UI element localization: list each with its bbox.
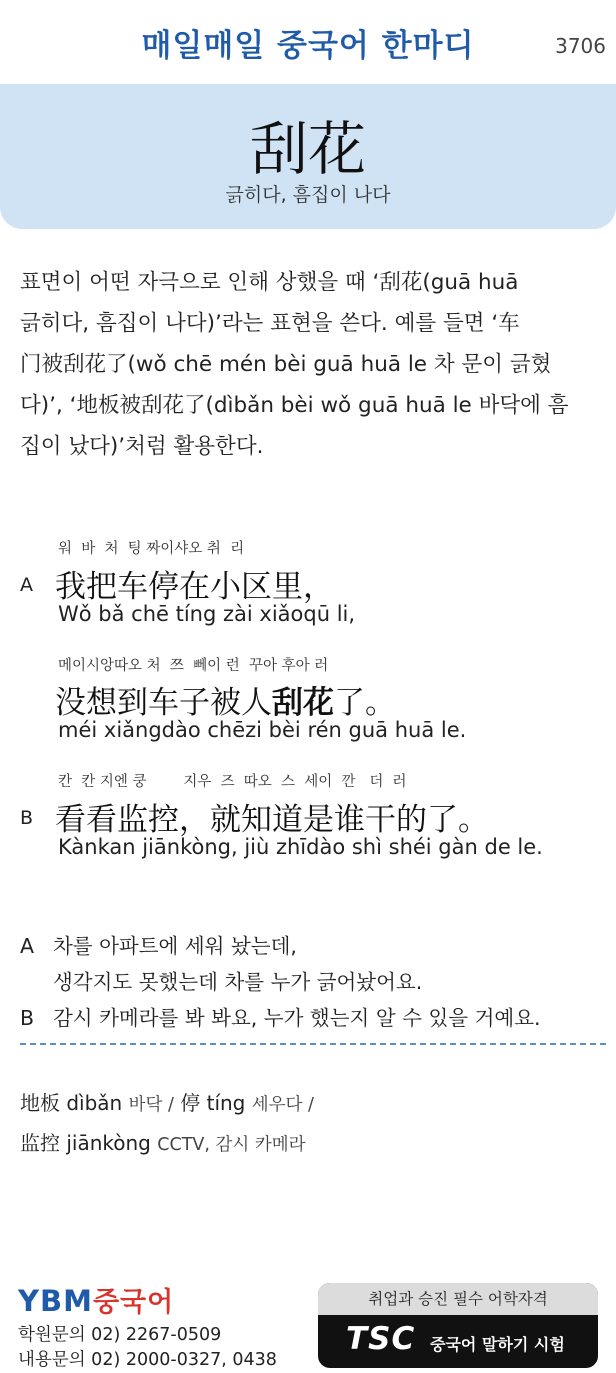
translation-line: 생각지도 못했는데 차를 누가 긁어놨어요.	[53, 970, 423, 994]
vocab-word: 监控 jiānkòng	[20, 1131, 151, 1155]
explanation-line: 집이 났다)’처럼 활용한다.	[20, 434, 264, 459]
explanation-line: 긁히다, 흠집이 나다)’라는 표현을 쓴다. 예를 들면 ‘车	[20, 311, 520, 336]
vocabulary-line	[20, 1124, 314, 1164]
vocab-word: 停 tíng	[180, 1091, 246, 1115]
tsc-exam-name: 중국어 말하기 시험	[430, 1335, 565, 1354]
keyword-highlight: 刮花	[272, 685, 334, 721]
explanation-line: 표면이 어떤 자극으로 인해 상했을 때 ‘刮花(guā huā	[20, 270, 519, 295]
vocab-meaning: 세우다 /	[251, 1095, 314, 1115]
topic-box	[0, 84, 616, 229]
tsc-tagline: 취업과 승진 필수 어학자격	[318, 1283, 598, 1315]
dialogue-chinese: 我把车停在小区里，	[55, 569, 334, 605]
dialogue-chinese-part: 了。	[334, 685, 396, 721]
topic-korean: 긁히다, 흠집이 나다	[225, 184, 391, 206]
pronunciation-guide: 메이시앙따오 처 쯔 뻬이 런 꾸아 후아 러	[58, 658, 329, 674]
ybm-brand-chinese: 중국어	[92, 1287, 175, 1318]
explanation-paragraph	[20, 262, 602, 467]
tsc-banner	[318, 1283, 598, 1368]
speaker-a-label: A	[20, 574, 33, 596]
issue-number: 3706	[555, 34, 606, 58]
dialogue-chinese: 看看监控，就知道是谁干的了。	[55, 802, 489, 838]
vocabulary-list	[20, 1084, 314, 1164]
page-title: 매일매일 중국어 한마디	[141, 28, 475, 64]
translation-line: 차를 아파트에 세워 놨는데,	[53, 934, 297, 958]
translation-line: 감시 카메라를 봐 봐요, 누가 했는지 알 수 있을 거예요.	[53, 1006, 541, 1030]
tsc-logo: TSC	[346, 1321, 416, 1357]
dialogue-chinese-part: 没想到车子被人	[55, 685, 272, 721]
dialogue-chinese	[55, 677, 396, 722]
explanation-line: 다)’, ‘地板被刮花了(dìbǎn bèi wǒ guā huā le 바닥에 흠	[20, 393, 569, 418]
vocab-meaning: 바닥 /	[128, 1095, 174, 1115]
vocab-word: 地板 dìbǎn	[20, 1091, 123, 1115]
vocab-meaning: CCTV, 감시 카메라	[157, 1135, 306, 1155]
pronunciation-guide: 워 바 처 팅 짜이샤오 취 리	[58, 541, 245, 557]
dialogue-pinyin: Kànkan jiānkòng, jiù zhīdào shì shéi gàn de le.	[58, 835, 543, 859]
contact-line: 학원문의 02) 2267-0509	[18, 1325, 222, 1345]
ybm-logo	[18, 1280, 174, 1319]
topic-chinese: 刮花	[249, 115, 366, 183]
speaker-b-label: B	[20, 807, 34, 829]
pronunciation-guide: 칸 칸 지엔 쿵 지우 즈 따오 스 세이 깐 더 러	[58, 774, 407, 790]
translation-b-label: B	[20, 1006, 35, 1030]
contact-line: 내용문의 02) 2000-0327, 0438	[18, 1350, 277, 1370]
contact-info	[18, 1323, 277, 1373]
dialogue-pinyin: Wǒ bǎ chē tíng zài xiǎoqū li,	[58, 602, 356, 626]
dashed-divider	[20, 1043, 606, 1045]
vocabulary-line	[20, 1084, 314, 1124]
explanation-line: 门被刮花了(wǒ chē mén bèi guā huā le 차 문이 긁혔	[20, 352, 552, 377]
translation-a-label: A	[20, 934, 35, 958]
dialogue-pinyin: méi xiǎngdào chēzi bèi rén guā huā le.	[58, 718, 467, 742]
ybm-brand: YBM	[18, 1284, 93, 1318]
